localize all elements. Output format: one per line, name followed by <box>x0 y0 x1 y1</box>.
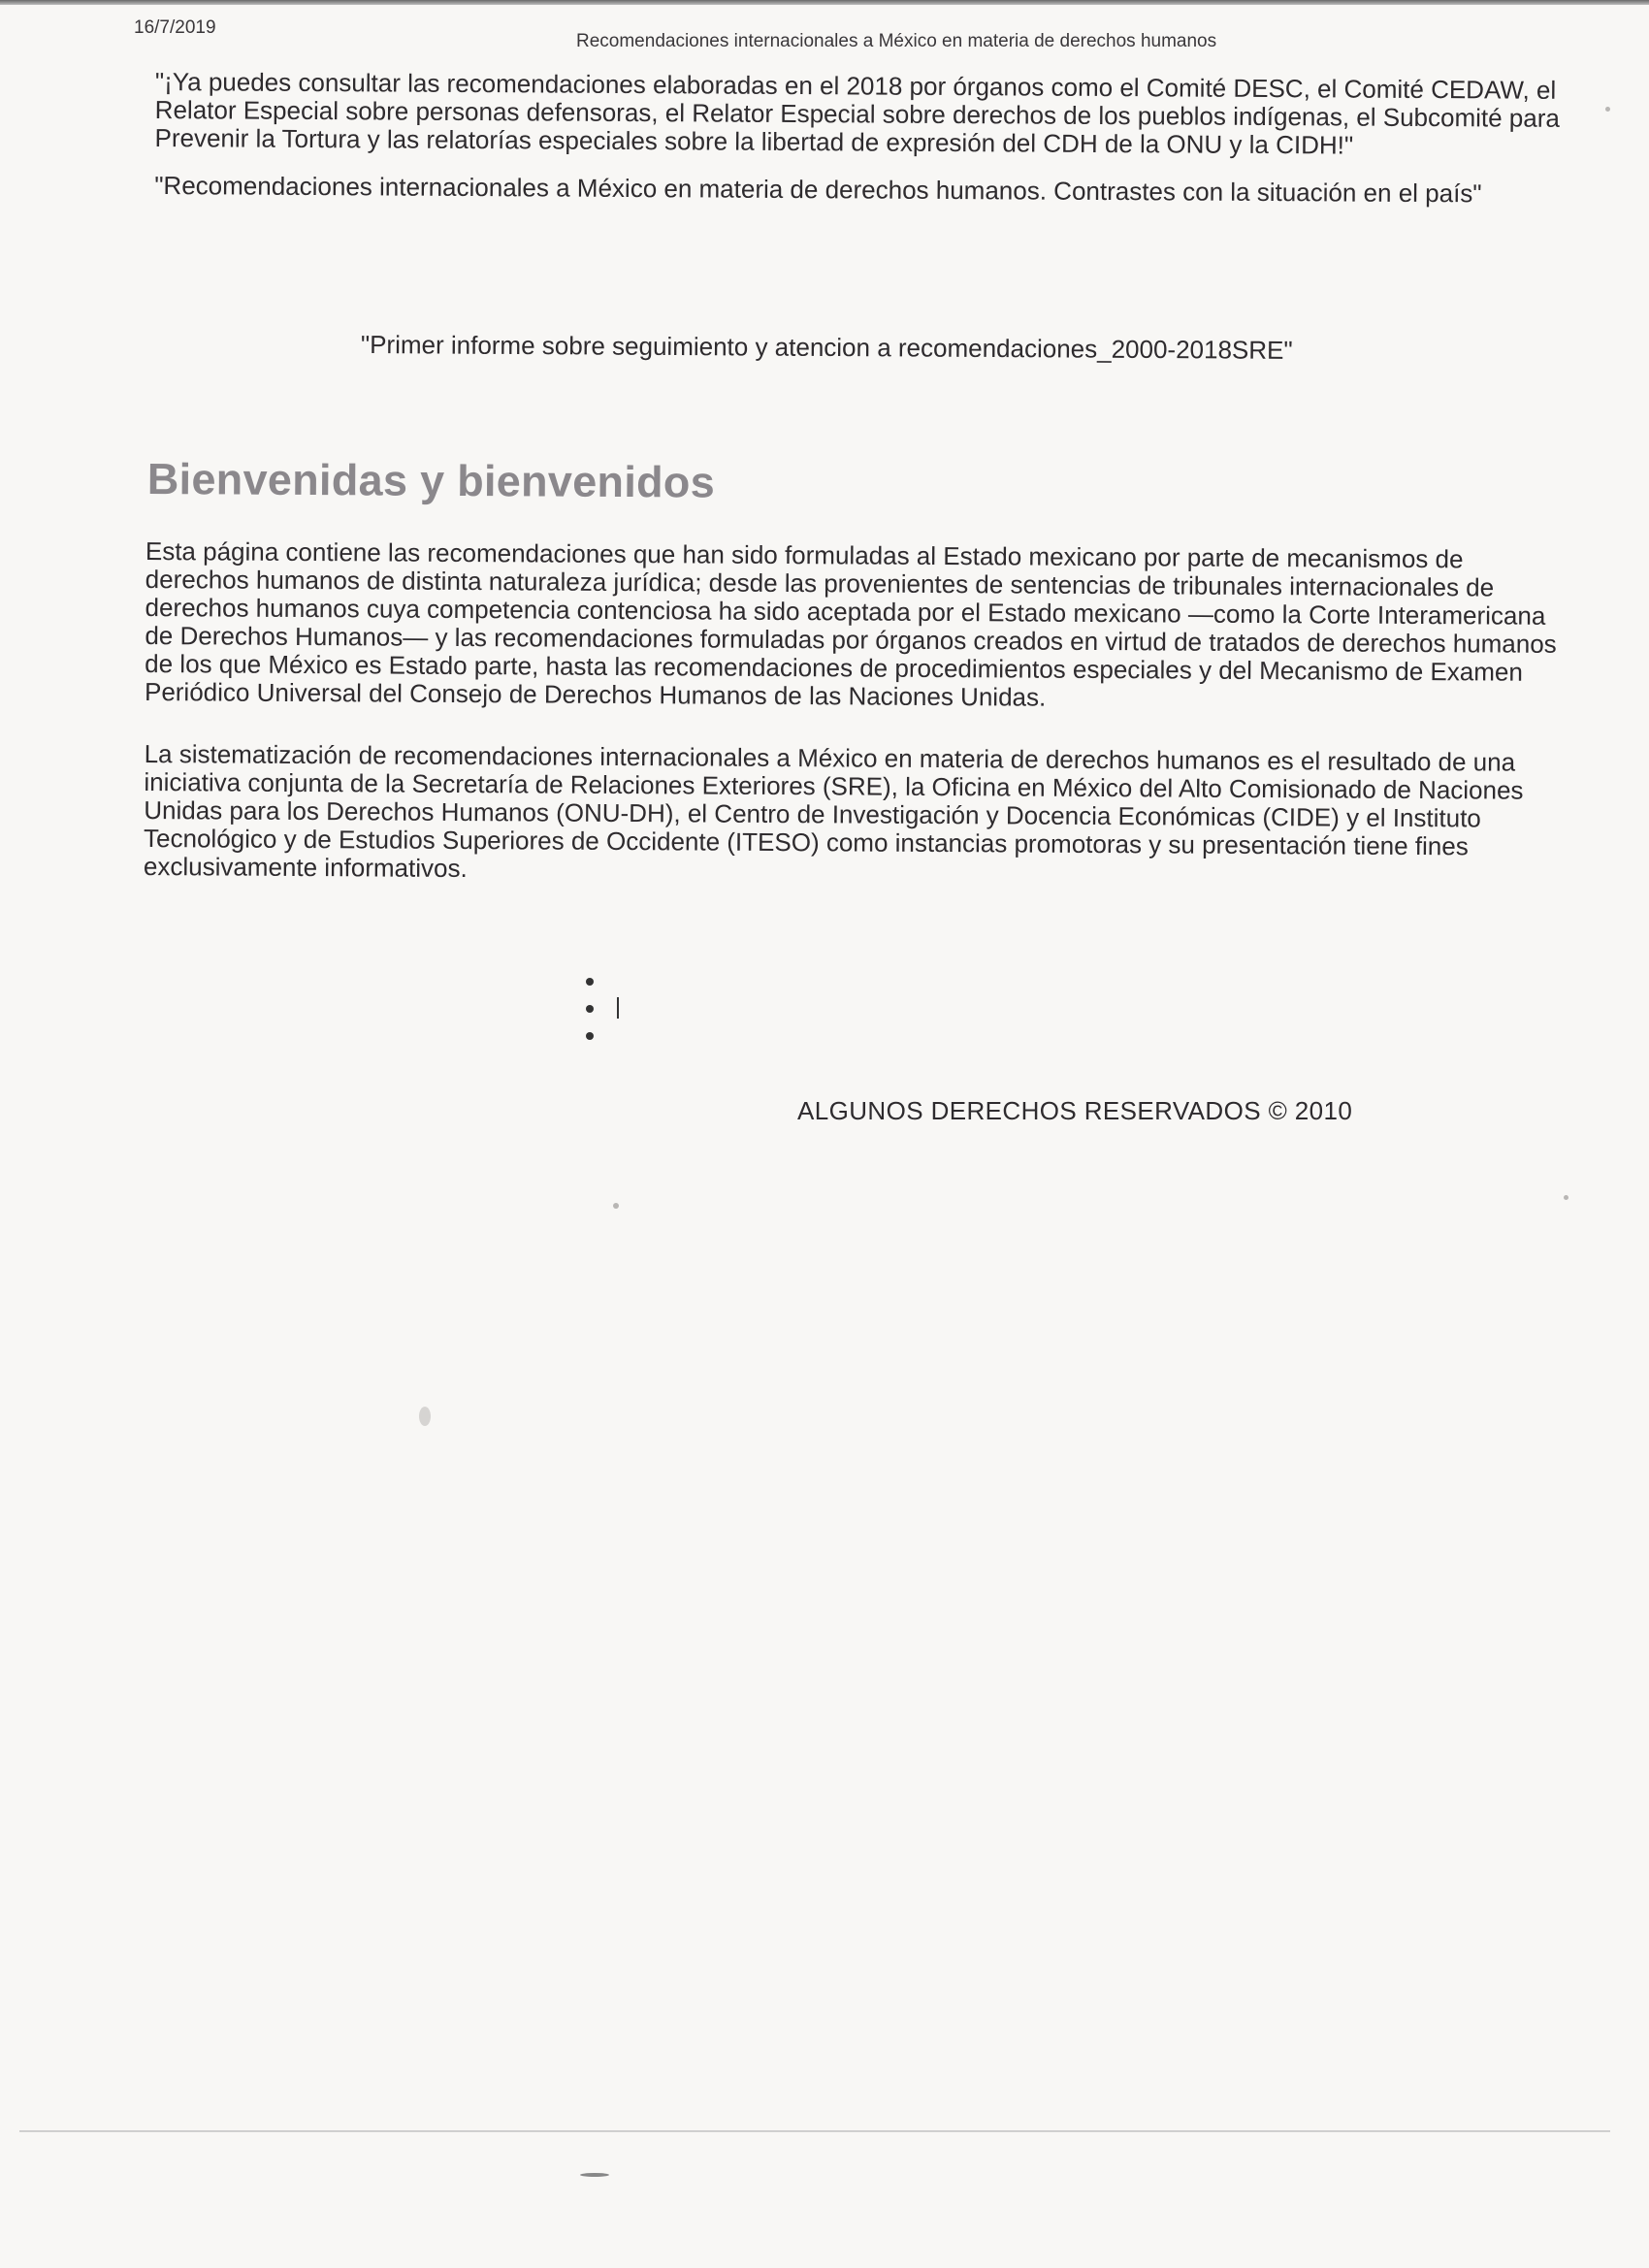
intro-section <box>154 68 1571 228</box>
scan-speck <box>1564 1195 1568 1200</box>
scan-speck <box>580 2173 609 2177</box>
page-bottom-rule <box>19 2130 1610 2132</box>
text-cursor-mark <box>617 997 619 1019</box>
scan-speck <box>1605 107 1610 112</box>
announcement-text: "¡Ya puedes consultar las recomendaciones elaboradas en el 2018 por órganos como el Comité DESC, el Comité CEDAW, el Relator Especial sobre personas defensoras, el Relator Especial sobre derechos de los pueblos indígenas, el Subcomité para Prevenir la Tortura y las relatorías especiales sobre la libertad de expresión del CDH de la ONU y la CIDH!" <box>154 67 1560 160</box>
print-date: 16/7/2019 <box>134 17 216 38</box>
print-page-title: Recomendaciones internacionales a México en materia de derechos humanos <box>576 31 1217 51</box>
welcome-paragraph-1: Esta página contiene las recomendaciones que han sido formuladas al Estado mexicano por parte de mecanismos de derechos humanos de distinta naturaleza jurídica; desde las provenientes de sentencias de tribunales internacionales de derechos humanos cuya competencia contenciosa ha sido aceptada por el Estado mexicano —como la Corte Interamericana de Derechos Humanos— y las recomendaciones formuladas por órganos creados en virtud de tratados de derechos humanos de los que México es Estado parte, hasta las recomendaciones de procedimientos especiales y del Mecanismo de Examen Periódico Universal del Consejo de Derechos Humanos de las Naciones Unidas. <box>144 536 1557 712</box>
welcome-body <box>144 537 1564 923</box>
rights-notice: ALGUNOS DERECHOS RESERVADOS © 2010 <box>797 1096 1353 1125</box>
print-header <box>134 17 1337 56</box>
bullet-dot <box>586 978 594 986</box>
bullet-list <box>582 970 640 1057</box>
contrasts-link[interactable]: "Recomendaciones internacionales a México en materia de derechos humanos. Contrastes con la situación en el país" <box>154 170 1482 209</box>
report-link[interactable]: "Primer informe sobre seguimiento y atencion a recomendaciones_2000-2018SRE" <box>360 330 1293 365</box>
scan-top-edge <box>0 0 1649 5</box>
welcome-paragraph-2: La sistematización de recomendaciones internacionales a México en materia de derechos humanos es el resultado de una iniciativa conjunta de la Secretaría de Relaciones Exteriores (SRE), la Oficina en México del Alto Comisionado de Naciones Unidas para los Derechos Humanos (ONU-DH), el Centro de Investigación y Docencia Económicas (CIDE) y el Instituto Tecnológico y de Estudios Superiores de Occidente (ITESO) como instancias promotoras y su presentación tiene fines exclusivamente informativos. <box>143 738 1524 884</box>
scan-speck <box>613 1203 619 1209</box>
welcome-heading: Bienvenidas y bienvenidos <box>146 454 716 507</box>
bullet-dot <box>586 1005 594 1013</box>
scan-speck <box>419 1407 431 1426</box>
bullet-dot <box>586 1032 594 1040</box>
